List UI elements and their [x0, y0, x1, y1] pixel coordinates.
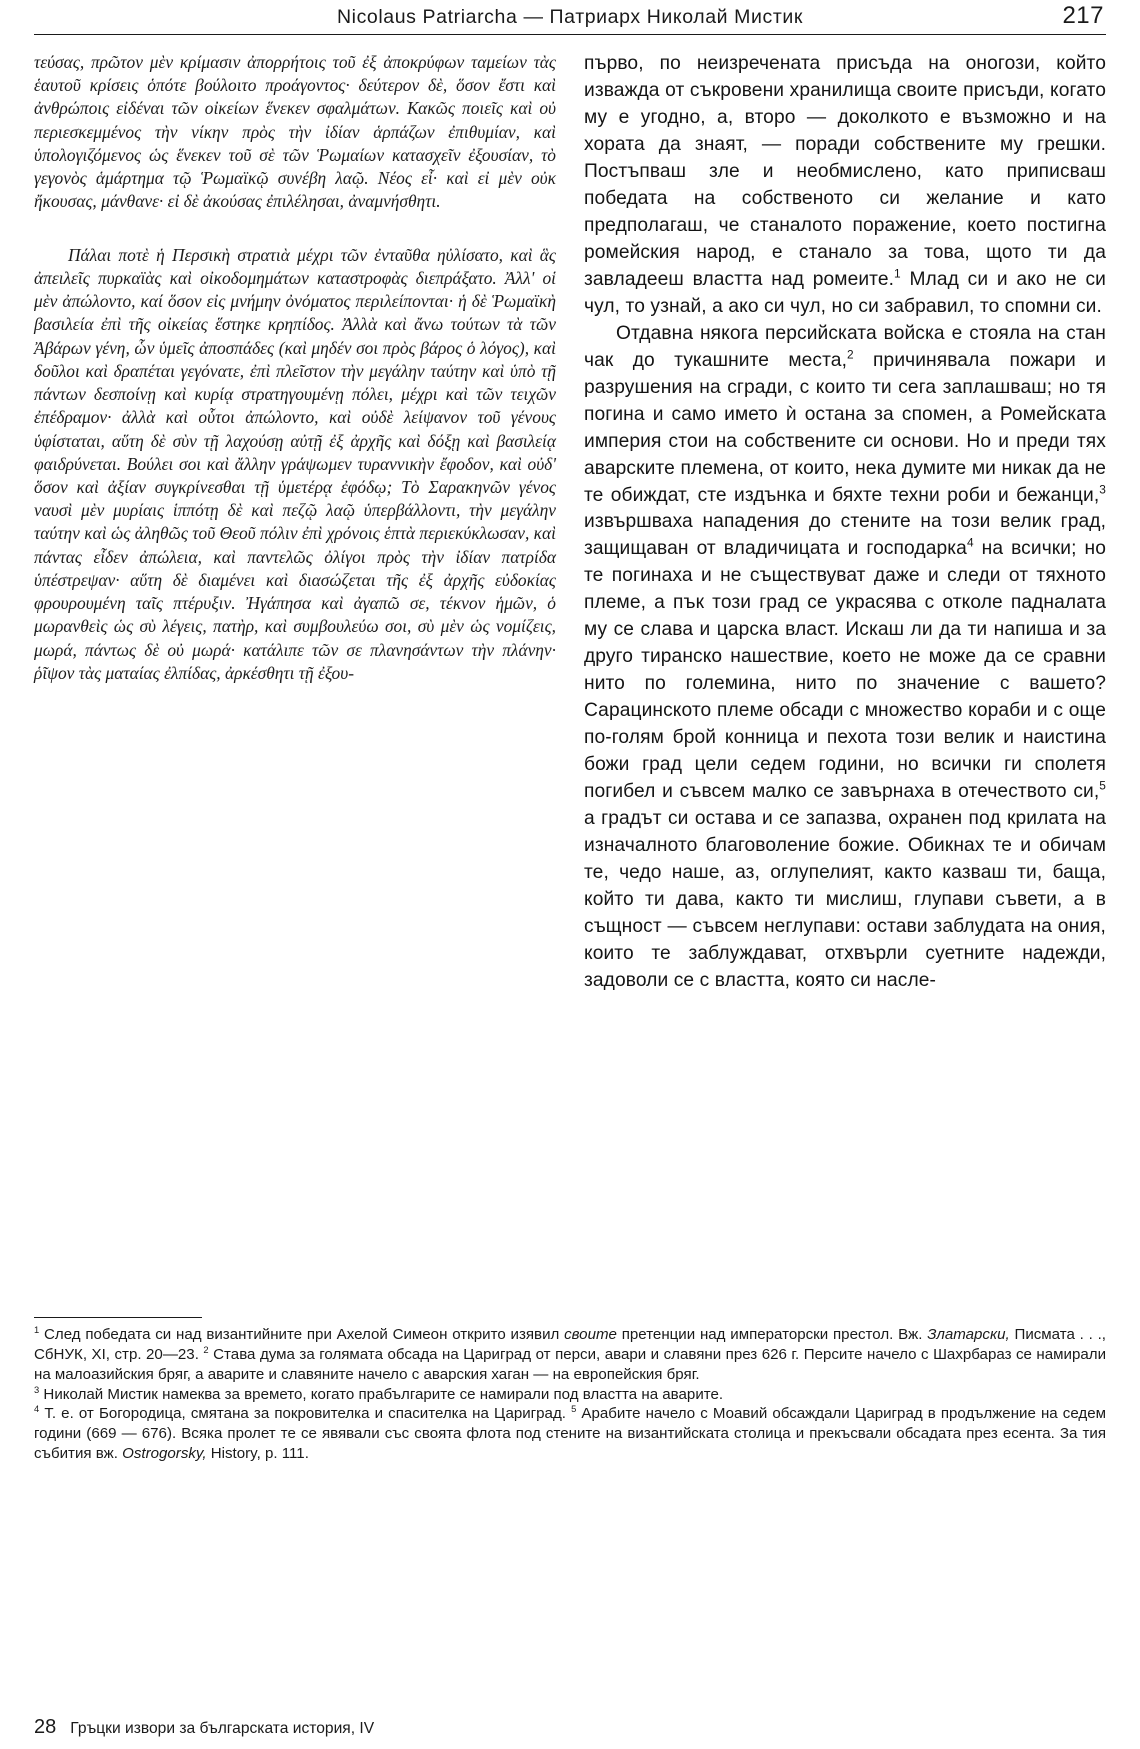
footnote-2-text: Става дума за голямата обсада на Цариград от перси, авари и славяни през 626 г. Персите начело с Шахрбараз се намирали на малоазийския бряг, а аварите и славяните начело с аварския хаган — на европейския бряг.	[34, 1345, 1107, 1383]
footnote-ref-1[interactable]: 1	[894, 266, 901, 281]
signature-number: 28	[34, 1716, 57, 1738]
footnote-ref-4[interactable]: 4	[966, 536, 974, 551]
page-number: 217	[1062, 2, 1104, 29]
footnote-marker-1: 1	[34, 1324, 40, 1335]
bg-p2-part-b: причинявала пожари и разрушения на сгради, с които ти сега заплашваш; но тя погина и само името ѝ остана за спомен, а Ромейската империя стои на собствените си основи. Но и преди тях аварските племена, от които, нека думите ми никак да не те обиждат, сте издънка и бяхте техни роби и бежанци,	[584, 349, 1106, 506]
footnote-5-text-b: History, p. 111.	[206, 1445, 309, 1463]
greek-paragraph-2: Πάλαι ποτὲ ἡ Περσικὴ στρατιὰ μέχρι τῶν ἐνταῦθα ηὐλίσατο, καὶ ἃς ἀπειλεῖς πυρκαϊὰς καὶ οἰκοδομημάτων καταστροφὰς διεπράξατο. Ἀλλ' οἱ μὲν ἀπώλοντο, καί ὅσον εἰς μνήμην ὀνόματος περιλείπονται· ἡ δὲ Ῥωμαϊκὴ βασιλεία ἐπὶ τῆς οἰκείας ἕστηκε κρηπίδος. Ἀλλὰ καὶ ἄνω τούτων τὰ τῶν Ἀβάρων γένη, ὧν ὑμεῖς ἀποσπάδες (καὶ μηδέν σοι πρὸς βάρος ὁ λόγος), καὶ δοῦλοι καὶ δραπέται γεγόνατε, ἐπὶ πλεῖστον τὴν μεγάλην ταύτην καὶ ὑπὸ τῇ πάντων δεσποίνῃ καὶ κυρίᾳ στρατηγουμένῃ πόλει, μέχρι καὶ τῶν τειχῶν ἐπέδραμον· ἀλλὰ καὶ οὗτοι ἀπώλοντο, καὶ οὐδὲ λείψανον τοῦ γένους ὑφίσταται, αὕτη δὲ σὺν τῇ λαχούσῃ αὐτῇ ἐξ ἀρχῆς καὶ δόξῃ καὶ βασιλείᾳ φαιδρύνεται. Βούλει σοι καὶ ἄλλην γράψωμεν τυραννικὴν ἔφοδον, καὶ οὐδ' ὅσον καὶ ἀξίαν συγκρίνεσθαι τῇ ὑμετέρᾳ ἐφόδῳ; Τὸ Σαρακηνῶν γένος ναυσὶ μὲν μυρίαις ἱππότῃ δὲ καὶ πεζῷ λαῷ ὑπερβάλλοντι, τὴν μεγάλην ταύτην καὶ ὡς ἀληθῶς τοῦ Θεοῦ πόλιν ἐπὶ χρόνοις ἑπτὰ περιεκύκλωσαν, καὶ πάντας εἶδεν ἀπώλεια, καὶ παντελῶς ὀλίγοι πρὸς τὴν ἰδίαν πατρίδα ὑπέστρεψαν· αὕτη δὲ διαμένει καὶ διασώζεται τῆς ἐξ ἀρχῆς εὐδοκίας φρουρουμένη ταῖς πτέρυξιν. Ἠγάπησα καὶ ἀγαπῶ σε, τέκνον ἡμῶν, ὁ μωρανθεὶς ὡς σὺ λέγεις, πατὴρ, καὶ συμβουλεύω σοι, σὺ μὲν ὡς νομίζεις, μωρά, πάντως δὲ οὐ μωρά· κατάλιπε τῶν σε πλανησάντων τὴν πλάνην· ῥῖψον τὰς ματαίας ἐλπίδας, ἀρκέσθητι τῇ ἐξου-	[34, 244, 556, 683]
footnote-4-text: Т. е. от Богородица, смятана за покровителка и спасителка на Цариград.	[44, 1405, 566, 1423]
bg-p2-part-e: а градът си остава и се запазва, охранен под крилата на изначалното благоволение божие. Обикнах те и обичам те, чедо наше, аз, оглупелият, както казваш ти, баща, който ти дава, както ти мислиш, глупави съвети, а в същност — съвсем неглупави: остави заблудата на ония, които те заблуждават, отхвърли суетните надежди, задоволи се с властта, която си насле-	[584, 808, 1106, 991]
footnote-ref-2[interactable]: 2	[847, 347, 854, 362]
header-divider	[34, 34, 1106, 35]
signature-line	[34, 1716, 374, 1739]
bg-p2-part-c: извършваха нападения до стените на този велик град, защищаван от владичицата и господарка	[584, 511, 1106, 560]
footnote-1-italic-2: Златарски,	[927, 1326, 1010, 1343]
footnote-ref-3[interactable]: 3	[1099, 482, 1106, 497]
footnotes-block	[34, 1325, 1106, 1464]
footnote-marker-5: 5	[571, 1404, 577, 1415]
greek-text-column	[34, 51, 556, 1303]
footnote-item	[34, 1325, 1106, 1385]
paragraph-spacer	[34, 214, 556, 244]
bg-p1-part-a: първо, по неизречената присъда на оногози, който изважда от съкровени хранилища своите присъди, когато му е угодно, а, второ — доколкото е възможно и на хората да знаят, — поради собствените му грешки. Постъпваш зле и необмислено, като приписваш победата на собственото си желание и като предполагаш, че станалото поражение, което постигна ромейския народ, е станало за това, щото ти да завладееш властта над ромеите.	[584, 53, 1106, 290]
footnote-1-italic-1: своите	[564, 1326, 617, 1343]
footnote-1-text-a: След победата си над византийните при Ахелой Симеон открито изявил	[44, 1326, 565, 1343]
footnote-3-text: Николай Мистик намеква за времето, когато прабългарите се намирали под властта на аварите.	[43, 1385, 724, 1403]
footnote-marker-2: 2	[203, 1344, 209, 1355]
body-columns	[34, 51, 1106, 1303]
bulgarian-paragraph-1	[584, 51, 1106, 321]
footnote-item	[34, 1404, 1106, 1464]
footnote-item	[34, 1385, 1106, 1405]
footnote-marker-3: 3	[34, 1384, 40, 1395]
footnote-ref-5[interactable]: 5	[1099, 778, 1106, 793]
footnote-5-text-a: Арабите начело с Моавий обсаждали Цариград в продължение на седем години (669 — 676). Всяка пролет те се явявали със своята флота под стените на византийската столица и прекъсвали обсадата през есента. За тия събития вж.	[34, 1405, 1106, 1463]
page-header	[34, 0, 1106, 34]
footnote-1-text-c: Писмата . . ., СбНУК, XI, стр. 20—23.	[34, 1326, 1107, 1363]
footnote-marker-4: 4	[34, 1404, 40, 1415]
signature-text: Гръцки извори за българската история, IV	[70, 1720, 375, 1737]
bg-p2-part-a: Отдавна някога персийската войска е стояла на стан чак до тукашните места,	[584, 322, 1106, 371]
bulgarian-text-column	[584, 51, 1106, 1303]
running-head-title: Nicolaus Patriarcha — Патриарх Николай Мистик	[336, 6, 804, 28]
bg-p1-part-b: Млад си и ако не си чул, то узнай, а ако си чул, но си забравил, то спомни си.	[584, 268, 1107, 317]
footnote-1-text-b: претенции над императорски престол. Вж.	[616, 1326, 928, 1343]
footnote-divider	[34, 1317, 202, 1318]
bulgarian-paragraph-2	[584, 321, 1106, 995]
greek-paragraph-1: τεύσας, πρῶτον μὲν κρίμασιν ἀπορρήτοις τοῦ ἐξ ἀποκρύφων ταμείων τὰς ἑαυτοῦ κρίσεις ὁπότε βούλοιτο προάγοντος· δεύτερον δὲ, ὅσον ἔστι καὶ ἀνθρώποις εἰδέναι τῶν οἰκείων ἕνεκεν σφαλμάτων. Κακῶς ποιεῖς καὶ οὐ περιεσκεμμένος τὴν νίκην πρὸς τὴν ἰδίαν ἁρπάζων ἐπιθυμίαν, καὶ ὑπολογιζόμενος ὡς ἕνεκεν τοῦ σὲ τῶν Ῥωμαίων κατασχεῖν ἐξουσίαν, τὸ γεγονὸς ἁμάρτημα τῷ Ῥωμαϊκῷ συνέβη λαῷ. Νέος εἶ· καὶ εἰ μὲν οὐκ ἤκουσας, μάνθανε· εἰ δὲ ἀκούσας ἐπιλέλησαι, ἀναμνήσθητι.	[34, 52, 556, 212]
bg-p2-part-d: на всички; но те погинаха и не съществуват даже и следи от тяхното племе, а пък този град се украсява с отколе падналата му се слава и царска власт. Искаш ли да ти напиша и за друго тиранско нашествие, което не може да се сравни нито по големина, нито по значение с вашето? Сарацинското племе обсади с множество кораби и с още по-голям брой конница и пехота този велик и наистина божи град цели седем години, но всички ги сполетя погибел и съвсем малко се завърнаха в отечеството си,	[584, 538, 1106, 803]
footnote-5-italic: Ostrogorsky,	[122, 1445, 207, 1463]
